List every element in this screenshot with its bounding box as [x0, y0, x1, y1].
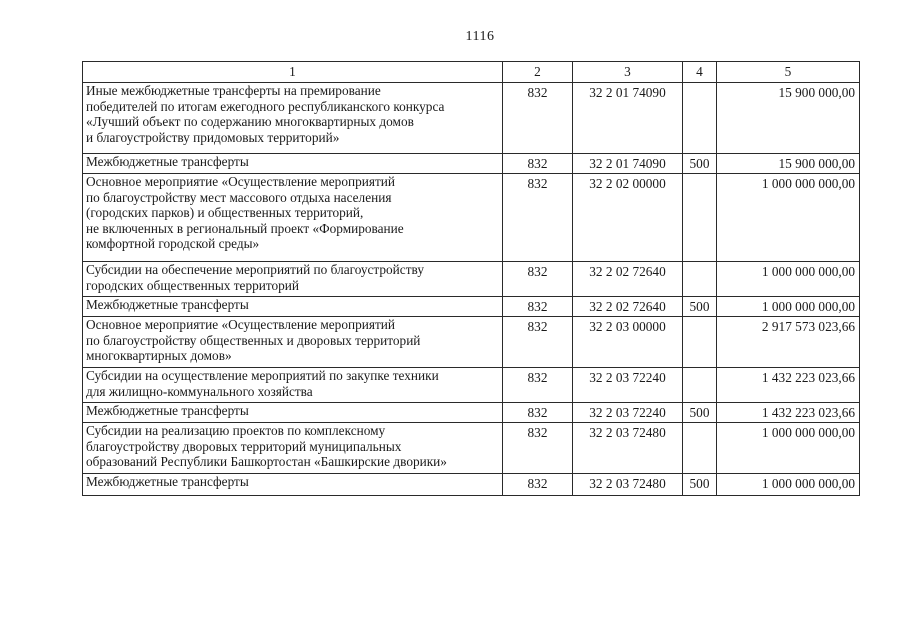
row-admin-code: 832 — [503, 317, 573, 368]
row-target-code: 32 2 03 72240 — [573, 368, 683, 403]
table-row — [83, 83, 860, 154]
row-amount: 1 000 000 000,00 — [717, 174, 860, 262]
row-expense-type — [683, 423, 717, 474]
row-amount: 1 000 000 000,00 — [717, 474, 860, 496]
table-row — [83, 403, 860, 423]
row-amount: 1 000 000 000,00 — [717, 423, 860, 474]
row-amount: 1 000 000 000,00 — [717, 262, 860, 297]
row-amount: 15 900 000,00 — [717, 83, 860, 154]
row-expense-type — [683, 83, 717, 154]
table-row — [83, 317, 860, 368]
row-admin-code: 832 — [503, 174, 573, 262]
row-amount: 1 000 000 000,00 — [717, 297, 860, 317]
column-header-name: 1 — [83, 62, 503, 83]
column-header-type: 4 — [683, 62, 717, 83]
table-row — [83, 174, 860, 262]
page-number: 1116 — [465, 29, 495, 44]
row-expense-type — [683, 317, 717, 368]
row-amount: 1 432 223 023,66 — [717, 368, 860, 403]
row-target-code: 32 2 02 00000 — [573, 174, 683, 262]
table-row — [83, 262, 860, 297]
column-header-code: 3 — [573, 62, 683, 83]
row-name: Субсидии на обеспечение мероприятий по благоустройству городских общественных территорий — [83, 262, 503, 297]
row-target-code: 32 2 03 72480 — [573, 474, 683, 496]
row-name: Межбюджетные трансферты — [83, 403, 503, 423]
table-header-row — [83, 62, 860, 83]
row-expense-type: 500 — [683, 297, 717, 317]
row-admin-code: 832 — [503, 423, 573, 474]
row-expense-type: 500 — [683, 474, 717, 496]
row-admin-code: 832 — [503, 474, 573, 496]
column-header-admin: 2 — [503, 62, 573, 83]
row-admin-code: 832 — [503, 154, 573, 174]
row-target-code: 32 2 03 72480 — [573, 423, 683, 474]
row-name: Субсидии на осуществление мероприятий по закупке техники для жилищно-коммунального хозяйства — [83, 368, 503, 403]
row-admin-code: 832 — [503, 297, 573, 317]
table-row — [83, 297, 860, 317]
table-row — [83, 154, 860, 174]
row-target-code: 32 2 02 72640 — [573, 297, 683, 317]
row-target-code: 32 2 03 00000 — [573, 317, 683, 368]
row-name: Основное мероприятие «Осуществление мероприятий по благоустройству общественных и дворовых территорий многоквартирных домов» — [83, 317, 503, 368]
row-amount: 15 900 000,00 — [717, 154, 860, 174]
row-target-code: 32 2 01 74090 — [573, 83, 683, 154]
row-admin-code: 832 — [503, 262, 573, 297]
row-name: Межбюджетные трансферты — [83, 154, 503, 174]
row-amount: 2 917 573 023,66 — [717, 317, 860, 368]
row-name: Иные межбюджетные трансферты на премирование победителей по итогам ежегодного республиканского конкурса «Лучший объект по содержанию многоквартирных домов и благоустройству придомовых территорий» — [83, 83, 503, 154]
row-expense-type — [683, 174, 717, 262]
row-admin-code: 832 — [503, 83, 573, 154]
row-expense-type — [683, 368, 717, 403]
row-target-code: 32 2 02 72640 — [573, 262, 683, 297]
table-row — [83, 474, 860, 496]
row-name: Межбюджетные трансферты — [83, 297, 503, 317]
row-expense-type: 500 — [683, 403, 717, 423]
table-row — [83, 368, 860, 403]
table-row — [83, 423, 860, 474]
row-expense-type — [683, 262, 717, 297]
column-header-amount: 5 — [717, 62, 860, 83]
row-expense-type: 500 — [683, 154, 717, 174]
row-name: Межбюджетные трансферты — [83, 474, 503, 496]
row-admin-code: 832 — [503, 368, 573, 403]
row-amount: 1 432 223 023,66 — [717, 403, 860, 423]
row-admin-code: 832 — [503, 403, 573, 423]
row-target-code: 32 2 03 72240 — [573, 403, 683, 423]
row-target-code: 32 2 01 74090 — [573, 154, 683, 174]
budget-table — [82, 61, 860, 496]
row-name: Субсидии на реализацию проектов по комплексному благоустройству дворовых территорий муниципальных образований Республики Башкортостан «Башкирские дворики» — [83, 423, 503, 474]
row-name: Основное мероприятие «Осуществление мероприятий по благоустройству мест массового отдыха населения (городских парков) и общественных территорий, не включенных в региональный проект «Формирование комфортной городской среды» — [83, 174, 503, 262]
